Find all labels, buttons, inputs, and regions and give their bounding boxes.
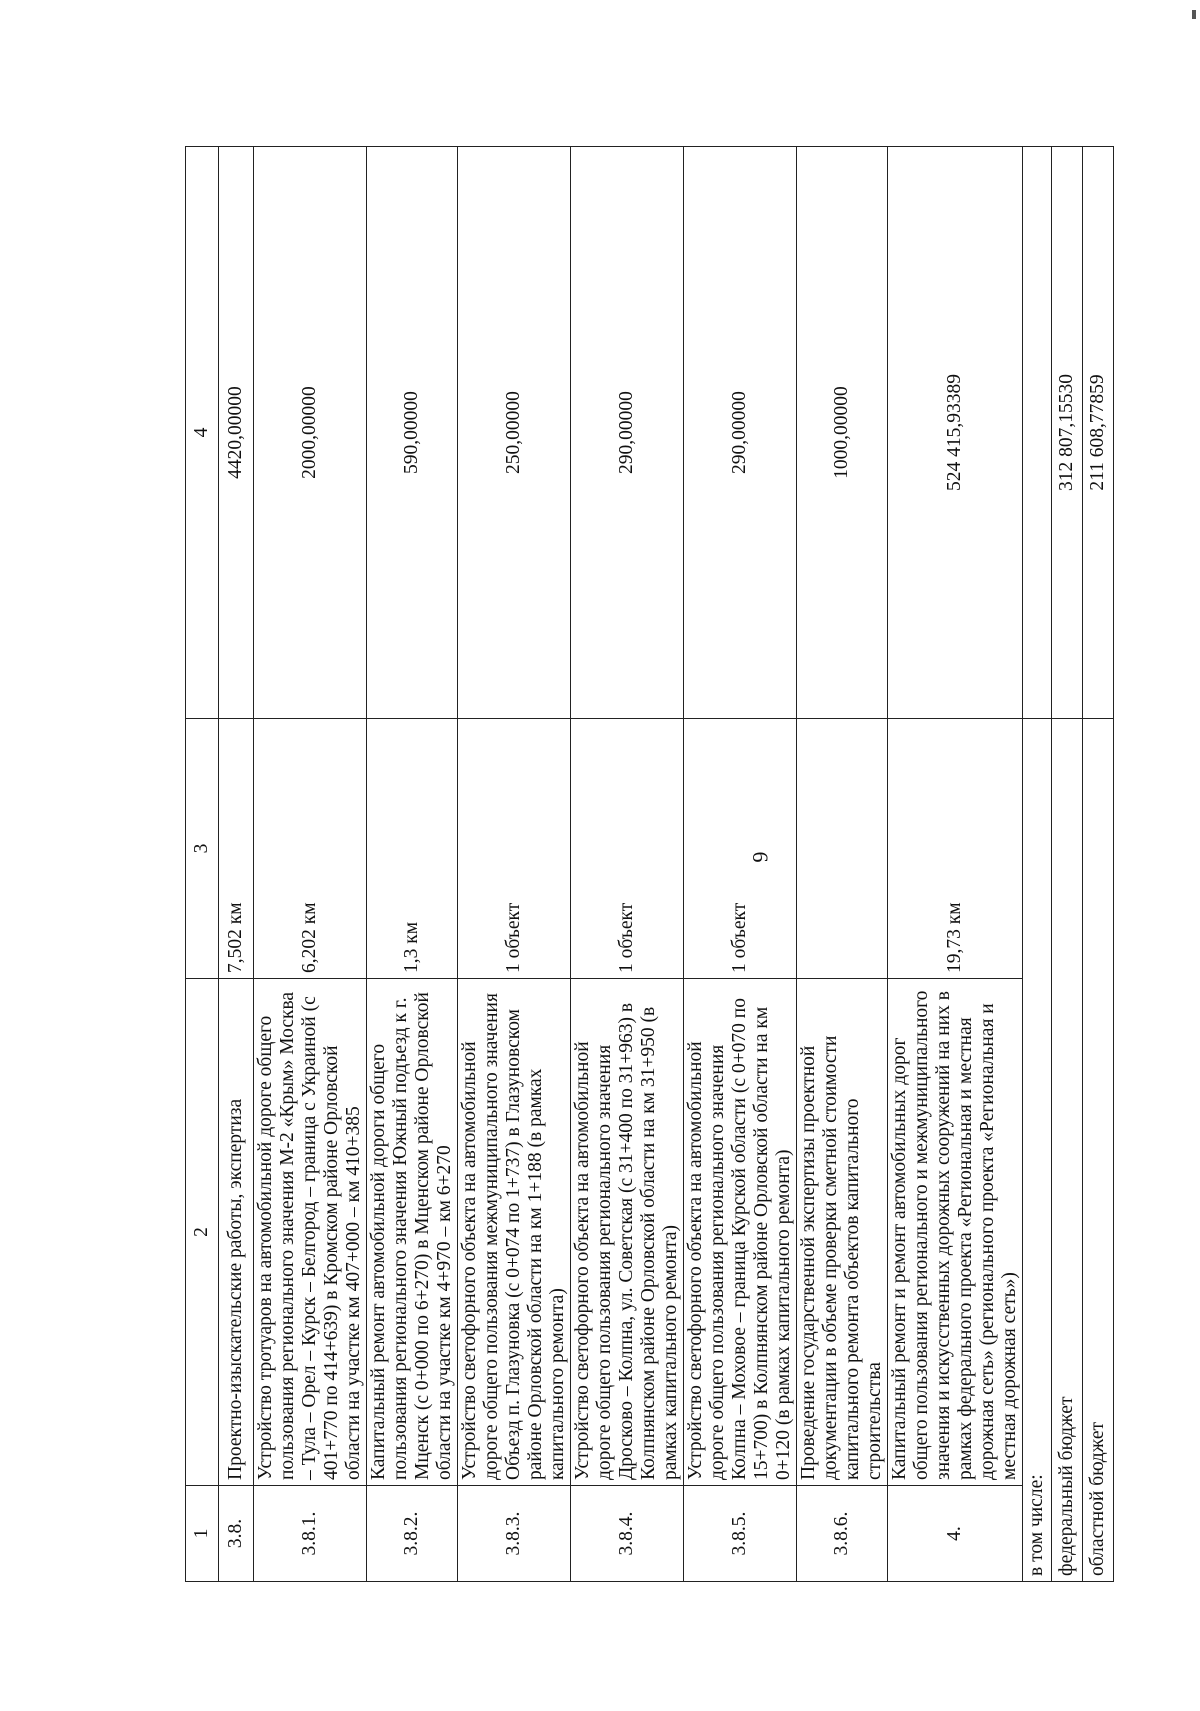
table-row xyxy=(254,147,367,1582)
row-amount: 250,00000 xyxy=(458,147,571,719)
row-quantity: 19,73 км xyxy=(888,719,1023,979)
row-number: 3.8.3. xyxy=(458,1486,571,1582)
federal-budget-row xyxy=(1052,147,1083,1582)
row-quantity xyxy=(797,719,888,979)
row-amount: 1000,00000 xyxy=(797,147,888,719)
table-row xyxy=(571,147,684,1582)
table-row xyxy=(888,147,1023,1582)
row-number: 3.8.1. xyxy=(254,1486,367,1582)
row-description: Устройство светофорного объекта на автомобильной дороге общего пользования регионального значения Колпна – Моховое – граница Курской области (с 0+070 по 15+700) в Колпнянском районе Орловской области на км 0+120 (в рамках капитального ремонта) xyxy=(684,979,797,1486)
row-number: 3.8.5. xyxy=(684,1486,797,1582)
page-number: 6 xyxy=(748,851,773,863)
row-number: 3.8.6. xyxy=(797,1486,888,1582)
row-description: Проектно-изыскательские работы, экспертиза xyxy=(219,979,254,1486)
regional-budget-label: областной бюджет xyxy=(1083,719,1114,1582)
federal-budget-label: федеральный бюджет xyxy=(1052,719,1083,1582)
row-number: 3.8. xyxy=(219,1486,254,1582)
row-quantity: 1,3 км xyxy=(367,719,458,979)
subtotal-label-row xyxy=(1023,147,1052,1582)
table-row xyxy=(797,147,888,1582)
row-description: Устройство тротуаров на автомобильной дороге общего пользования регионального значения М-2 «Крым» Москва – Тула – Орел – Курск – Белгород – граница с Украиной (с 401+770 по 414+639) в Кромском районе Орловской области на участке км 407+000 – км 410+385 xyxy=(254,979,367,1486)
header-cell: 4 xyxy=(186,147,219,719)
row-quantity: 6,202 км xyxy=(254,719,367,979)
row-amount: 290,00000 xyxy=(571,147,684,719)
header-cell: 2 xyxy=(186,979,219,1486)
row-quantity: 1 объект xyxy=(571,719,684,979)
header-cell: 1 xyxy=(186,1486,219,1582)
row-description: Устройство светофорного объекта на автомобильной дороге общего пользования межмуниципального значения Объезд п. Глазуновка (с 0+074 по 1+737) в Глазуновском районе Орловской области на км 1+188 (в рамках капитального ремонта) xyxy=(458,979,571,1486)
row-amount: 290,00000 xyxy=(684,147,797,719)
table-row xyxy=(219,147,254,1582)
row-quantity: 1 объект xyxy=(684,719,797,979)
subtotal-label: в том числе: xyxy=(1023,719,1052,1582)
row-description: Проведение государственной экспертизы проектной документации в объеме проверки сметной стоимости капитального ремонта объектов капитального строительства xyxy=(797,979,888,1486)
row-number: 3.8.4. xyxy=(571,1486,684,1582)
row-description: Устройство светофорного объекта на автомобильной дороге общего пользования регионального значения Дросково – Колпна, ул. Советская (с 31+400 по 31+963) в Колпнянском районе Орловской области на км 31+950 (в рамках капитального ремонта) xyxy=(571,979,684,1486)
subtotal-empty-cell xyxy=(1023,147,1052,719)
row-amount: 2000,00000 xyxy=(254,147,367,719)
table-header-row xyxy=(186,147,219,1582)
budget-table xyxy=(185,146,1114,1582)
row-quantity: 1 объект xyxy=(458,719,571,979)
table-row xyxy=(684,147,797,1582)
table-row xyxy=(458,147,571,1582)
header-cell: 3 xyxy=(186,719,219,979)
row-quantity: 7,502 км xyxy=(219,719,254,979)
rotated-table-wrapper xyxy=(185,147,1108,1582)
row-number: 3.8.2. xyxy=(367,1486,458,1582)
table-row xyxy=(367,147,458,1582)
row-amount: 524 415,93389 xyxy=(888,147,1023,719)
federal-budget-amount: 312 807,15530 xyxy=(1052,147,1083,719)
scan-mark xyxy=(1192,10,1196,19)
row-description: Капитальный ремонт и ремонт автомобильных дорог общего пользования регионального и межмуниципального значения и искусственных дорожных сооружений на них в рамках федерального проекта «Региональная и местная дорожная сеть» (регионального проекта «Региональная и местная дорожная сеть») xyxy=(888,979,1023,1486)
row-amount: 590,00000 xyxy=(367,147,458,719)
regional-budget-amount: 211 608,77859 xyxy=(1083,147,1114,719)
regional-budget-row xyxy=(1083,147,1114,1582)
row-amount: 4420,00000 xyxy=(219,147,254,719)
row-number: 4. xyxy=(888,1486,1023,1582)
row-description: Капитальный ремонт автомобильной дороги общего пользования регионального значения Южный подъезд к г. Мценск (с 0+000 по 6+270) в Мценском районе Орловской области на участке км 4+970 – км 6+270 xyxy=(367,979,458,1486)
